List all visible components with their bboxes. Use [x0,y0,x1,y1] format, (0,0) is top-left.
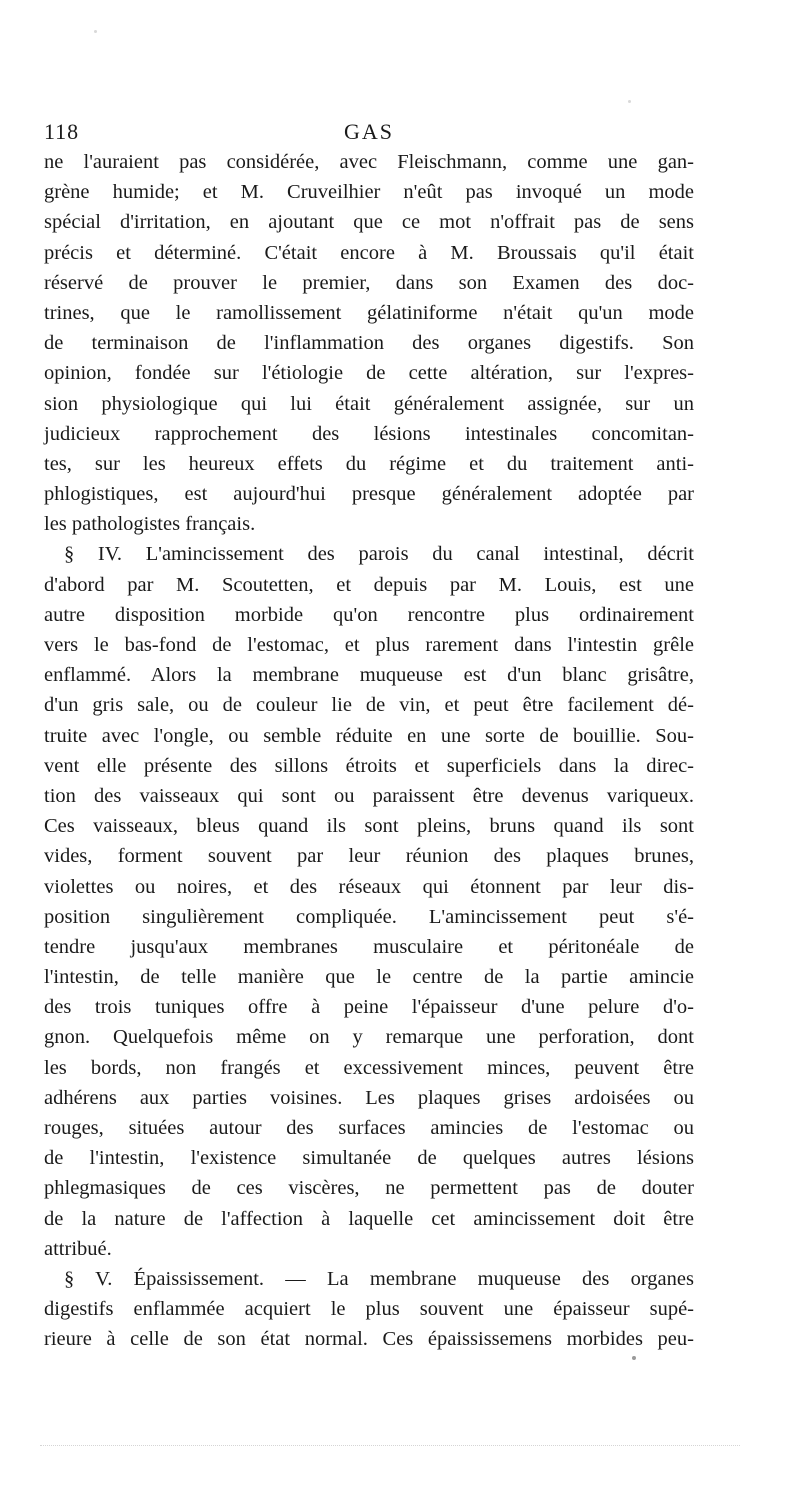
running-head: GAS [343,119,394,144]
text-line: judicieux rapprochement des lésions intestinales concomitan- [44,422,694,445]
paragraph-gelatinous-softening [44,147,694,539]
text-line: ne l'auraient pas considérée, avec Fleischmann, comme une gan- [44,151,694,173]
text-line: violettes ou noires, et des réseaux qui étonnent par leur dis- [44,875,694,898]
text-line: opinion, fondée sur l'étiologie de cette altération, sur l'expres- [44,362,694,385]
text-line: d'un gris sale, ou de couleur lie de vin, et peut être facilement dé- [44,694,694,717]
text-line: vers le bas-fond de l'estomac, et plus rarement dans l'intestin grêle [44,634,694,656]
page-header [44,116,694,148]
section-heading-line: § V. Épaississement. — La membrane muqueuse des organes [64,1267,694,1290]
section-heading-line: § IV. L'amincissement des parois du canal intestinal, décrit [64,543,694,566]
text-line: l'intestin, de telle manière que le centre de la partie amincie [44,966,694,989]
text-line: précis et déterminé. C'était encore à M. Broussais qu'il était [44,241,694,264]
text-line: tes, sur les heureux effets du régime et du traitement anti- [44,452,694,475]
text-line: grène humide; et M. Cruveilhier n'eût pas invoqué un mode [44,181,694,204]
text-line: tendre jusqu'aux membranes musculaire et péritonéale de [44,935,694,958]
paper-speck-mark [632,1356,636,1360]
paragraph-section-v-thickening [44,1264,694,1355]
paper-speck-mark [628,100,631,103]
text-line: attribué. [44,1237,112,1260]
text-line: vent elle présente des sillons étroits et superficiels dans la direc- [44,754,694,777]
text-line: de la nature de l'affection à laquelle cet amincissement doit être [44,1207,694,1230]
text-line: trines, que le ramollissement gélatiniforme n'était qu'un mode [44,301,694,324]
text-line: d'abord par M. Scoutetten, et depuis par M. Louis, est une [44,573,694,596]
paragraph-section-iv-thinning [44,539,694,1264]
text-line: enflammé. Alors la membrane muqueuse est d'un blanc grisâtre, [44,664,694,687]
text-line: phlegmasiques de ces viscères, ne permettent pas de douter [44,1177,694,1200]
text-line: Ces vaisseaux, bleus quand ils sont pleins, bruns quand ils sont [44,815,694,838]
text-line: vides, forment souvent par leur réunion des plaques brunes, [44,845,694,868]
paper-speck-mark [94,30,97,33]
text-line: de terminaison de l'inflammation des organes digestifs. Son [44,332,694,355]
text-line: rouges, situées autour des surfaces amincies de l'estomac ou [44,1117,694,1139]
text-line: truite avec l'ongle, ou semble réduite en une sorte de bouillie. Sou- [44,724,694,747]
text-line: rieure à celle de son état normal. Ces épaississemens morbides peu- [44,1328,694,1351]
text-line: gnon. Quelquefois même on y remarque une perforation, dont [44,1026,694,1049]
body-text [44,147,694,1355]
text-line: tion des vaisseaux qui sont ou paraissent être devenus variqueux. [44,784,694,807]
text-line: phlogistiques, est aujourd'hui presque généralement adoptée par [44,483,694,506]
bottom-edge-speckle [40,1445,740,1446]
text-line: réservé de prouver le premier, dans son Examen des doc- [44,271,694,294]
text-line: les bords, non frangés et excessivement minces, peuvent être [44,1056,694,1079]
page-number: 118 [44,119,80,144]
text-line: sion physiologique qui lui était généralement assignée, sur un [44,392,694,415]
text-line: de l'intestin, l'existence simultanée de quelques autres lésions [44,1147,694,1170]
text-line: digestifs enflammée acquiert le plus souvent une épaisseur supé- [44,1298,694,1321]
text-line: les pathologistes français. [44,513,256,536]
text-line: spécial d'irritation, en ajoutant que ce mot n'offrait pas de sens [44,211,694,234]
text-line: autre disposition morbide qu'on rencontre plus ordinairement [44,603,694,626]
text-line: adhérens aux parties voisines. Les plaques grises ardoisées ou [44,1086,694,1109]
text-line: position singulièrement compliquée. L'amincissement peut s'é- [44,905,694,928]
text-line: des trois tuniques offre à peine l'épaisseur d'une pelure d'o- [44,996,694,1019]
